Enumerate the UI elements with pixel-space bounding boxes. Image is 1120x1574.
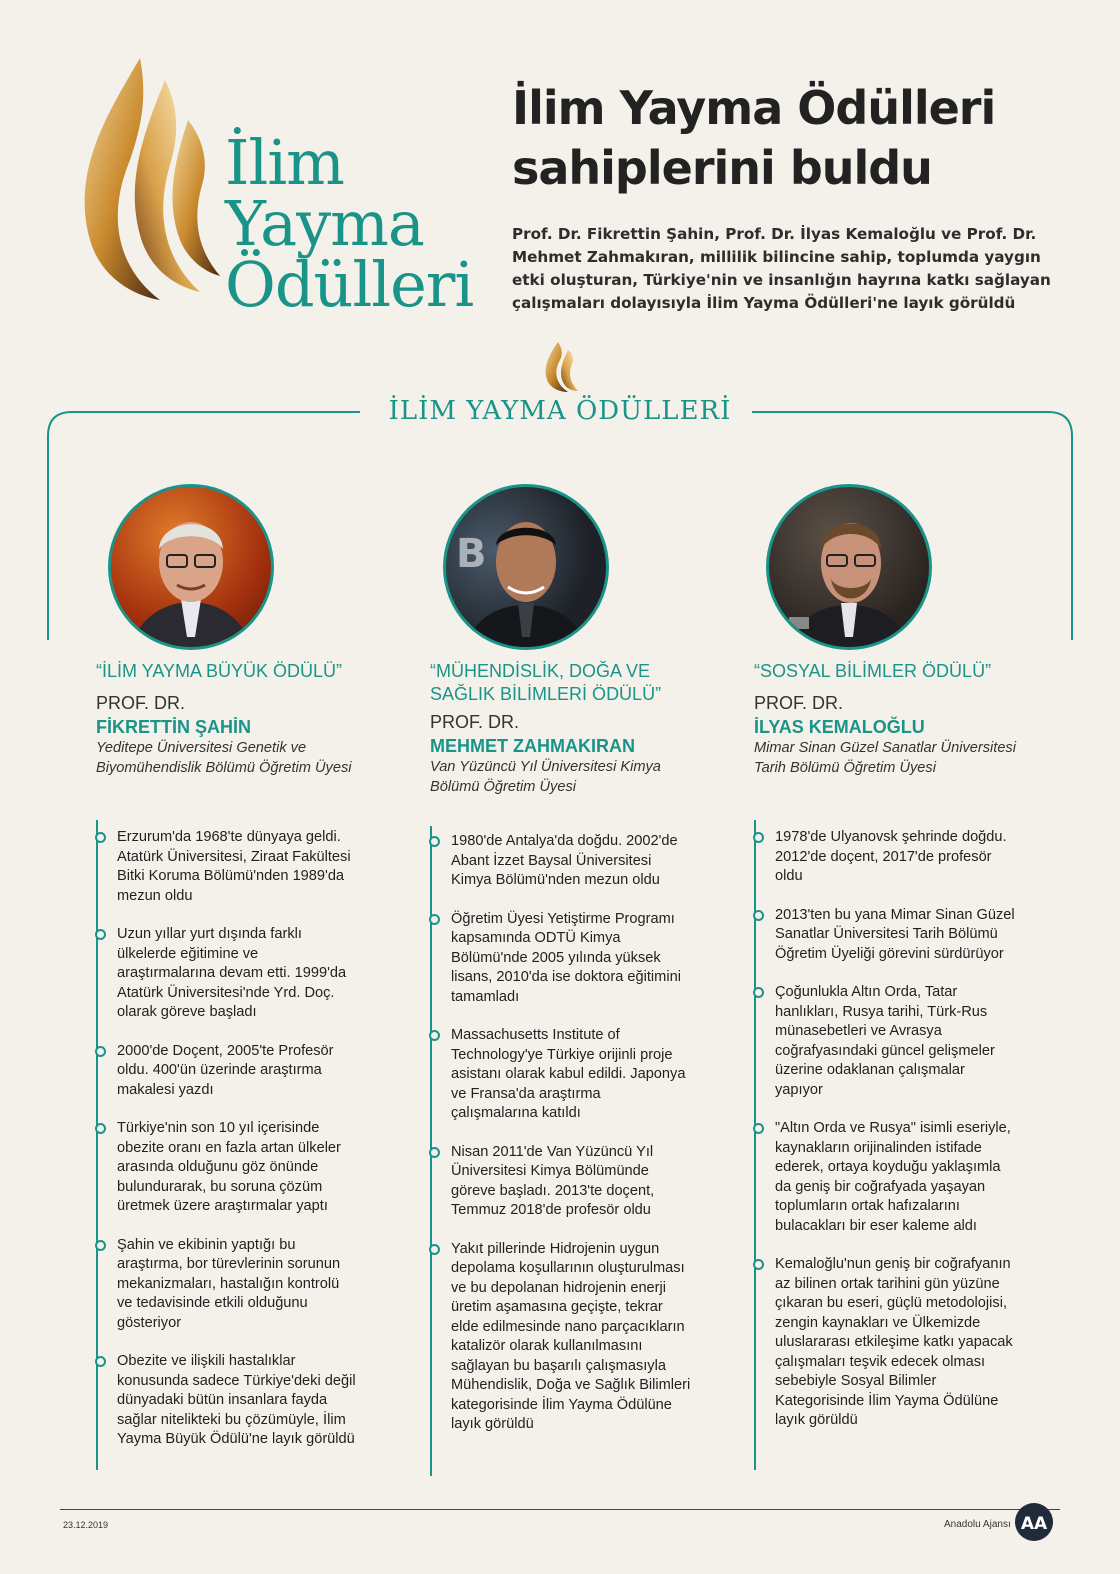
list-item: Çoğunlukla Altın Orda, Tatar hanlıkları, Rusya tarihi, Türk-Rus münasebetleri ve Avrasya coğrafyasındaki güncel gelişmeler üzerine odaklanan çalışmalar yapıyor [755,983,1015,1100]
affiliation: Mimar Sinan Güzel Sanatlar Üniversitesi Tarih Bölümü Öğretim Üyesi [754,740,1016,776]
award-name: “İLİM YAYMA BÜYÜK ÖDÜLÜ” [96,661,343,681]
agency-name: Anadolu Ajansı [944,1519,1011,1530]
laureate-column-2 [430,660,700,797]
logo-line-2: Yayma [225,187,424,260]
list-item: Erzurum'da 1968'te dünyaya geldi. Atatürk Üniversitesi, Ziraat Fakültesi Bitki Koruma Bölümü'nden 1989'da mezun oldu [97,828,357,906]
award-name: “SOSYAL BİLİMLER ÖDÜLÜ” [754,661,992,681]
logo-line-1: İlim [225,126,344,199]
intro-text: Prof. Dr. Fikrettin Şahin, Prof. Dr. İlyas Kemaloğlu ve Prof. Dr. Mehmet Zahmakıran, millilik bilincine sahip, toplumda yaygın etki oluşturan, Türkiye'nin ve insanlığın hayrına katkı sağlayan çalışmaları dolayısıyla İlim Yayma Ödülleri'ne layık görüldü [512,225,1051,312]
laureate-name: İLYAS KEMALOĞLU [754,717,925,737]
list-item: Massachusetts Institute of Technology'ye Türkiye orijinli proje asistanı olarak kabul edildi. Japonya ve Fransa'da araştırma çalışmalarına katıldı [431,1026,691,1124]
list-item: Kemaloğlu'nun geniş bir coğrafyanın az bilinen ortak tarihini gün yüzüne çıkaran bu eseri, güçlü metodolojisi, zengin kaynakları ve Ülkemizde uluslararası etkileşime katkı yapacak çalışmaları teşvik edecek olması sebebiyle Sosyal Bilimler Kategorisinde İlim Yayma Ödülüne layık görüldü [755,1255,1015,1431]
award-name: “MÜHENDİSLİK, DOĞA VE SAĞLIK BİLİMLERİ ÖDÜLÜ” [430,661,662,704]
list-item: 2000'de Doçent, 2005'te Profesör oldu. 400'ün üzerinde araştırma makalesi yazdı [97,1042,357,1101]
section-banner-title: İLİM YAYMA ÖDÜLLERİ [388,396,732,426]
portrait-fikrettin-sahin [108,484,274,650]
headline-line-1: İlim Yayma Ödülleri [512,81,996,135]
aa-logo-text: AA [1020,1514,1048,1534]
list-item: Öğretim Üyesi Yetiştirme Programı kapsamında ODTÜ Kimya Bölümü'nde 2005 yılında yüksek lisans, 2010'da ise doktora eğitimini tamamladı [431,910,691,1008]
logo-line-3: Ödülleri [225,248,474,321]
academic-title: PROF. DR. [754,693,844,713]
list-item: Nisan 2011'de Van Yüzüncü Yıl Üniversitesi Kimya Bölümünde göreve başladı. 2013'te doçent, Temmuz 2018'de profesör oldu [431,1143,691,1221]
list-item: 2013'ten bu yana Mimar Sinan Güzel Sanatlar Üniversitesi Tarih Bölümü Öğretim Üyeliği görevini sürdürüyor [755,906,1015,965]
bullet-list-3 [755,828,1015,1431]
list-item: Türkiye'nin son 10 yıl içerisinde obezite oranı en fazla artan ülkeler arasında olduğunu göz önünde bulundurarak, bu soruna çözüm üretmek üzere araştırmalar yaptı [97,1119,357,1217]
list-item: Uzun yıllar yurt dışında farklı ülkelerde eğitimine ve araştırmalarına devam etti. 1999'da Atatürk Üniversitesi'nde Yrd. Doç. olarak göreve başladı [97,925,357,1023]
list-item: Yakıt pillerinde Hidrojenin uygun depolama koşullarının oluşturulması ve bu depolanan hidrojenin enerji üretim aşamasına geçişte, tekrar elde edilmesinde nano parçacıkların katalizör olarak kullanılmasını sağlayan bu başarılı çalışmasıyla Mühendislik, Doğa ve Sağlık Bilimleri kategorisinde İlim Yayma Ödülüne layık görüldü [431,1240,691,1435]
affiliation: Yeditepe Üniversitesi Genetik ve Biyomühendislik Bölümü Öğretim Üyesi [96,740,352,776]
list-item: Obezite ve ilişkili hastalıklar konusunda sadece Türkiye'deki değil dünyadaki bütün insanlara fayda sağlar nitelikteki bu çözümüyle, İlim Yayma Büyük Ödülü'ne layık görüldü [97,1352,357,1450]
publish-date: 23.12.2019 [63,1520,109,1530]
svg-text:B: B [456,531,487,577]
headline-line-2: sahiplerini buldu [512,141,932,195]
footer-divider [60,1509,1060,1510]
portrait-mehmet-zahmakiran [443,484,609,650]
list-item: Şahin ve ekibinin yaptığı bu araştırma, bor türevlerinin sorunun mekanizmaları, hastalığın kontrolü ve tedavisinde etkili olduğunu gösteriyor [97,1236,357,1334]
list-item: "Altın Orda ve Rusya" isimli eseriyle, kaynakların orijinalinden istifade ederek, ortaya koyduğu yaklaşımla da geniş bir coğrafyada yaşayan toplumların ortak hafızalarını bulacakları bir eser kaleme aldı [755,1119,1015,1236]
list-item: 1980'de Antalya'da doğdu. 2002'de Abant İzzet Baysal Üniversitesi Kimya Bölümü'nden mezun oldu [431,832,691,891]
academic-title: PROF. DR. [430,712,520,732]
laureate-column-3 [754,660,1024,778]
laureate-name: FİKRETTİN ŞAHİN [96,717,251,737]
portrait-ilyas-kemaloglu [766,484,932,650]
laureate-name: MEHMET ZAHMAKIRAN [430,736,635,756]
anadolu-agency-logo-icon [1014,1502,1054,1542]
list-item: 1978'de Ulyanovsk şehrinde doğdu. 2012'de doçent, 2017'de profesör oldu [755,828,1015,887]
laureate-column-1 [96,660,356,778]
affiliation: Van Yüzüncü Yıl Üniversitesi Kimya Bölümü Öğretim Üyesi [430,759,661,795]
bullet-list-1 [97,828,357,1450]
academic-title: PROF. DR. [96,693,186,713]
bullet-list-2 [431,832,691,1435]
